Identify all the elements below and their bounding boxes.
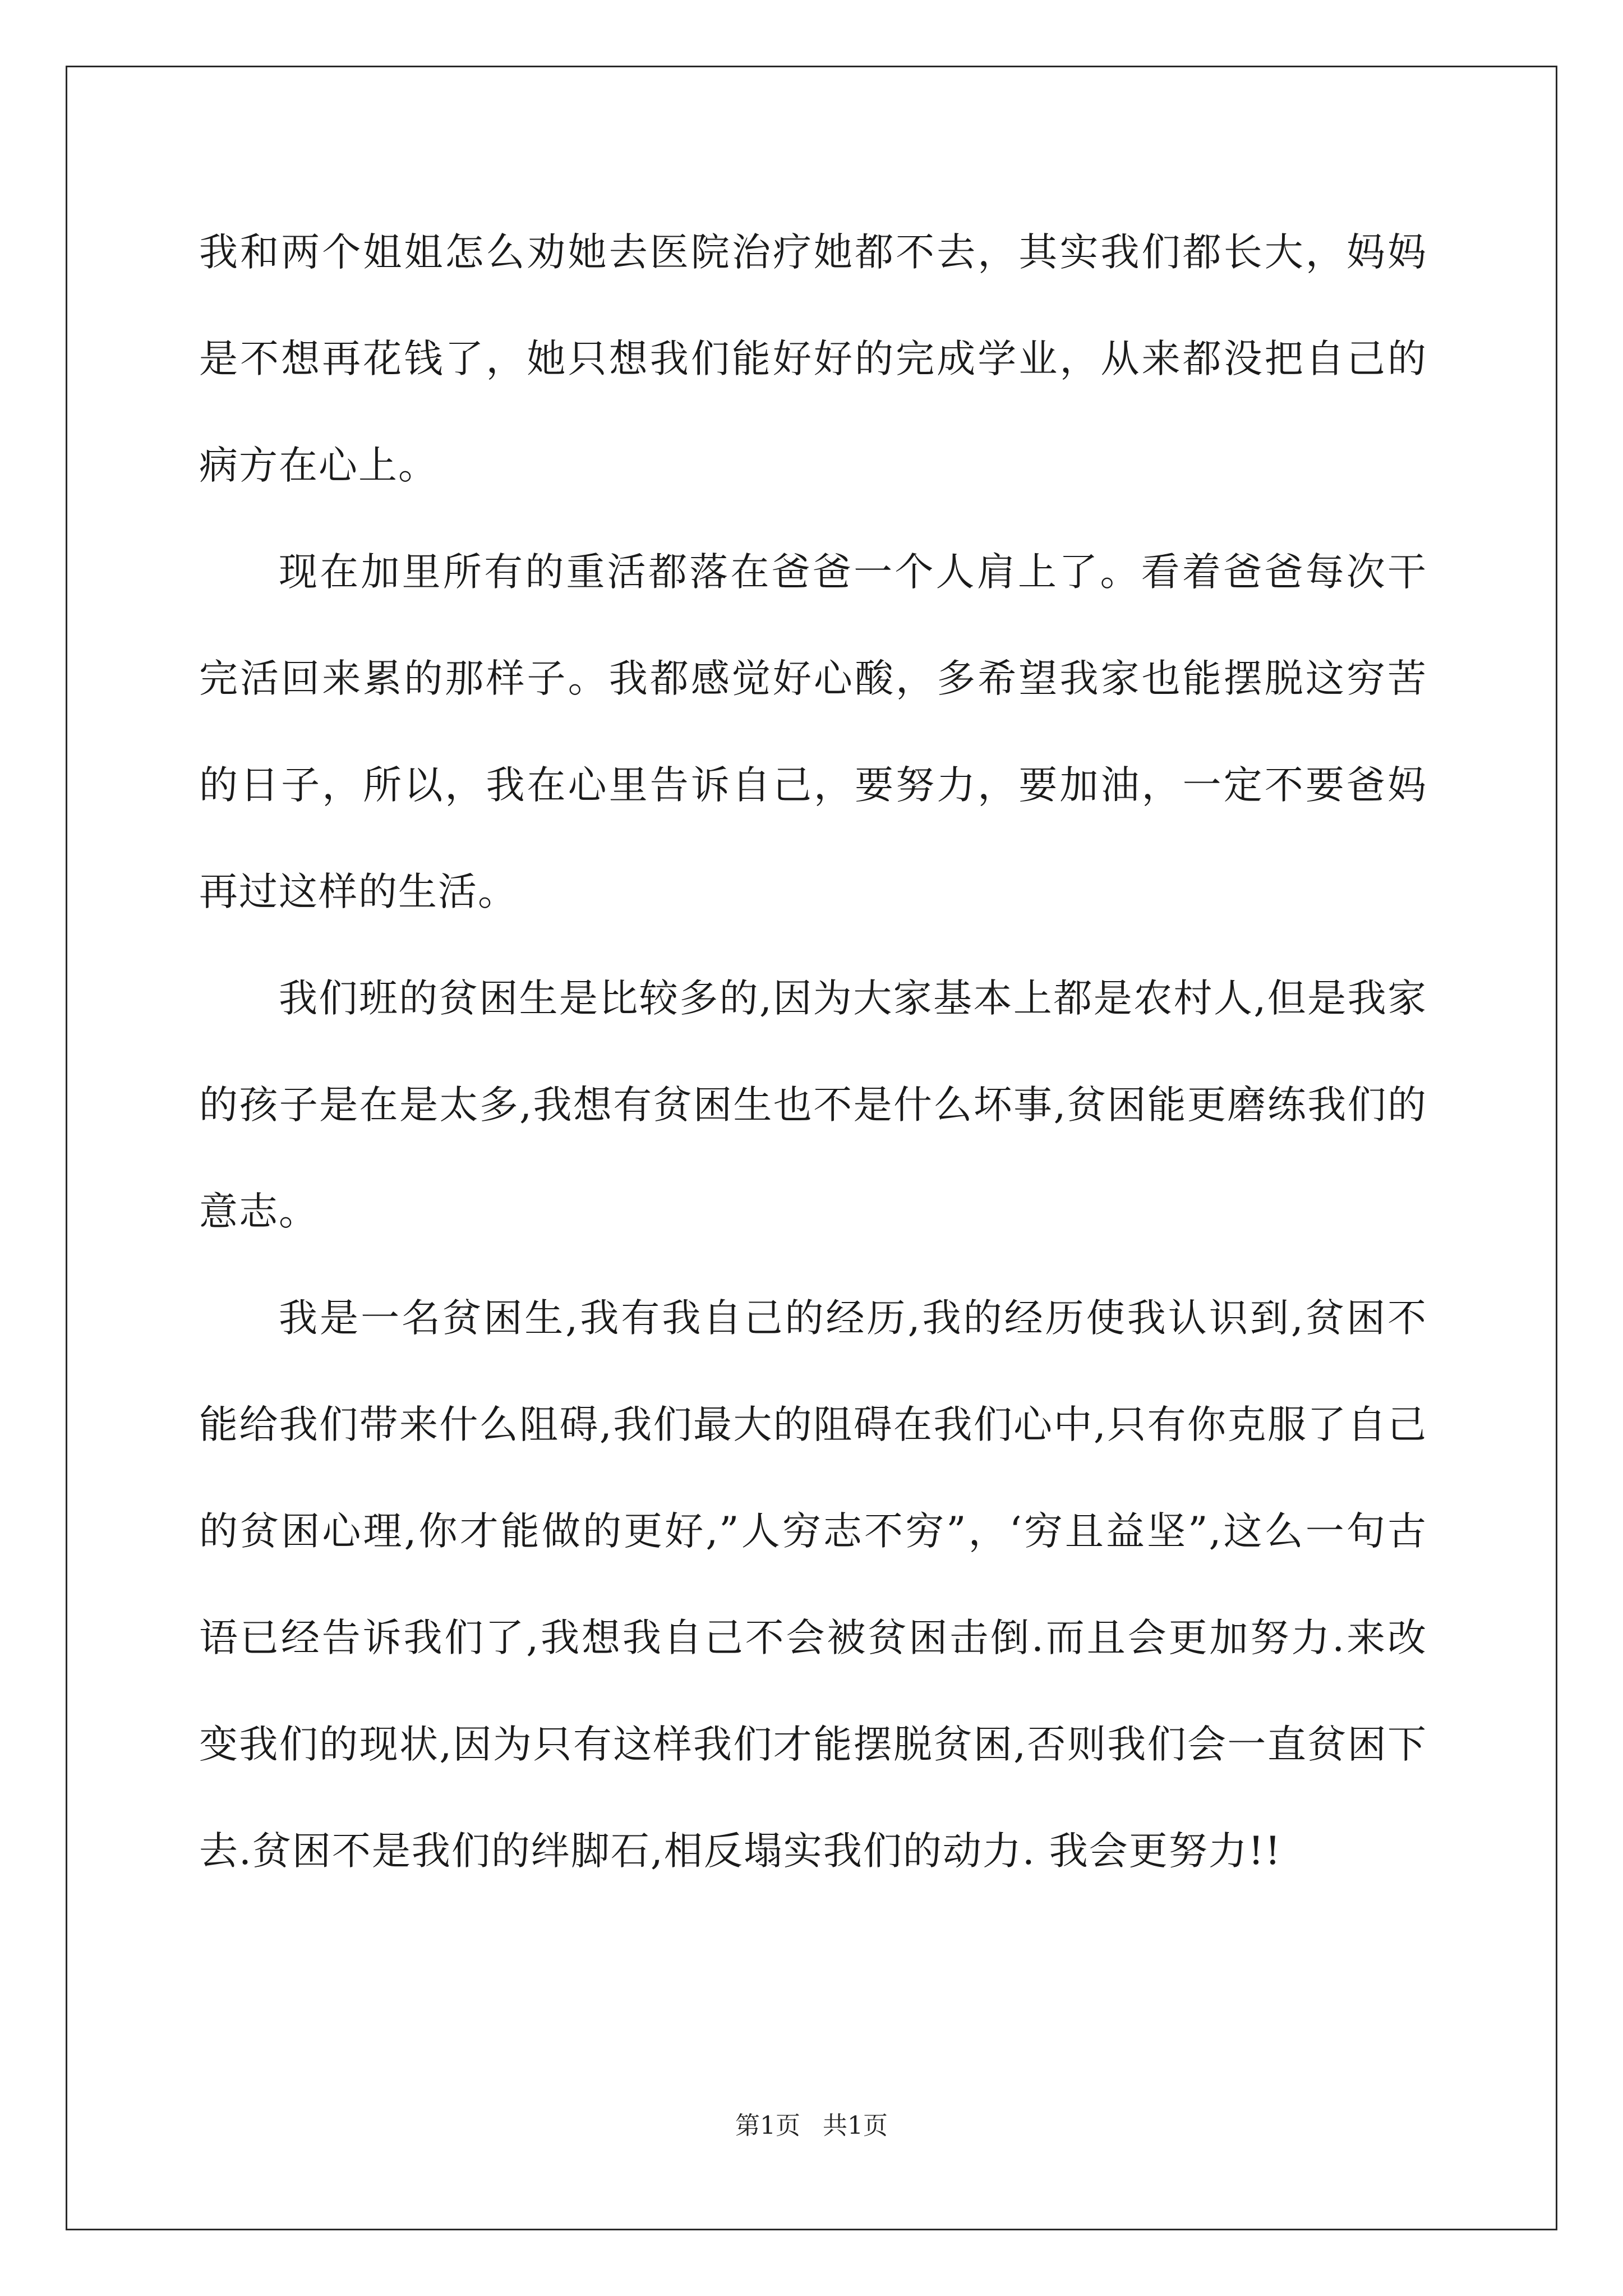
document-body xyxy=(199,199,1427,1904)
paragraph-1: 我和两个姐姐怎么劝她去医院治疗她都不去，其实我们都长大，妈妈是不想再花钱了，她只想我们能好好的完成学业，从来都没把自己的病方在心上。 xyxy=(199,230,1427,488)
paragraph-4: 我是一名贫困生,我有我自己的经历,我的经历使我认识到,贫困不能给我们带来什么阻碍,我们最大的阻碍在我们心中,只有你克服了自己的贫困心理,你才能做的更好,”人穷志不穷”，‘穷且益坚”,这么一句古语已经告诉我们了,我想我自己不会被贫困击倒.而且会更加努力.来改变我们的现状,因为只有这样我们才能摆脱贫困,否则我们会一直贫困下去.贫困不是我们的绊脚石,相反塌实我们的动力. 我会更努力!! xyxy=(199,1296,1427,1874)
paragraph-3: 我们班的贫困生是比较多的,因为大家基本上都是农村人,但是我家的孩子是在是太多,我想有贫困生也不是什么坏事,贫困能更磨练我们的意志。 xyxy=(199,976,1427,1234)
page-footer xyxy=(0,2109,1623,2143)
paragraph-2: 现在加里所有的重活都落在爸爸一个人肩上了。看着爸爸每次干完活回来累的那样子。我都感觉好心酸，多希望我家也能摆脱这穷苦的日子，所以，我在心里告诉自己，要努力，要加油，一定不要爸妈再过这样的生活。 xyxy=(199,550,1427,914)
page-number-current: 第1页 xyxy=(735,2111,800,2140)
page-number-total: 共1页 xyxy=(823,2111,888,2140)
